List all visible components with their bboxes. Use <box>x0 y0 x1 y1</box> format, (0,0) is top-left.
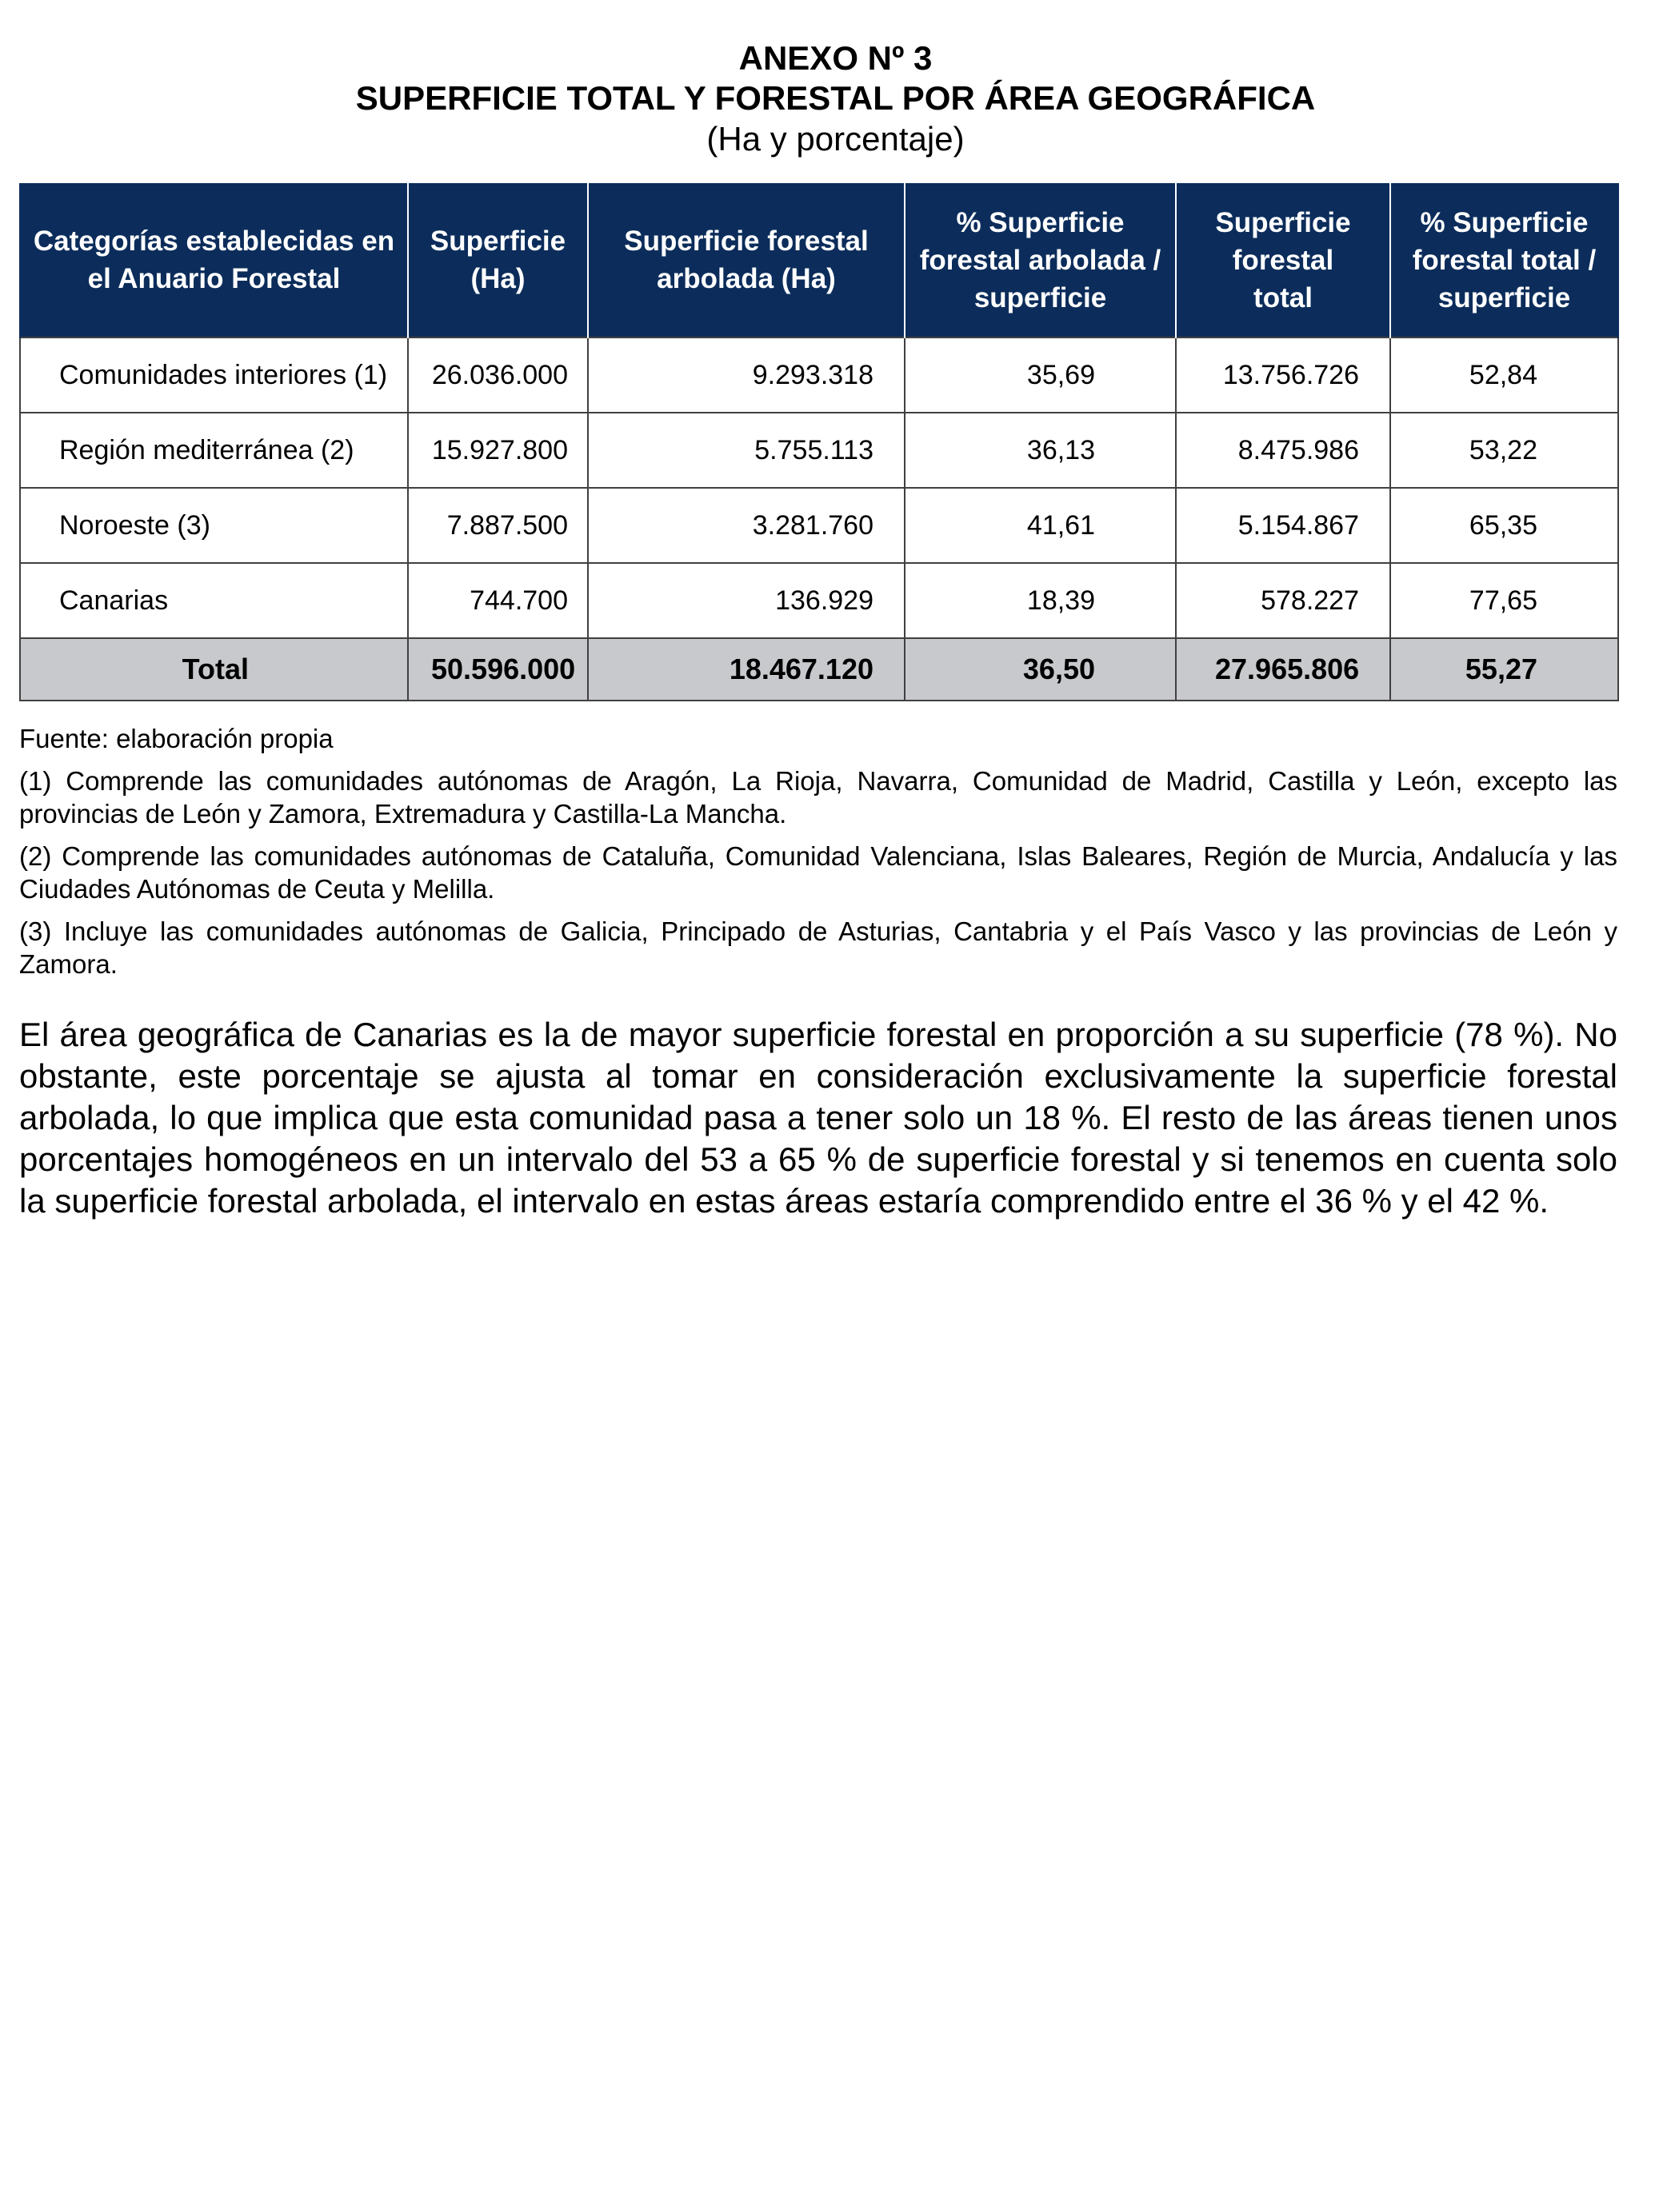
footnote-3: (3) Incluye las comunidades autónomas de Galicia, Principado de Asturias, Cantabria y el País Vasco y las provincias de León y Zamora. <box>19 916 1617 979</box>
row-surface: 15.927.800 <box>408 413 588 488</box>
row-pct-total: 53,22 <box>1390 413 1618 488</box>
annex-subtitle: (Ha y porcentaje) <box>706 120 965 158</box>
row-wooded-surface: 3.281.760 <box>588 488 905 563</box>
header-pct-wooded-forest: % Superficie forestal arbolada / superficie <box>905 183 1176 337</box>
table-row <box>20 413 1618 488</box>
row-category: Comunidades interiores (1) <box>20 337 408 413</box>
row-total-forest: 5.154.867 <box>1176 488 1390 563</box>
row-surface: 744.700 <box>408 563 588 638</box>
row-pct-total: 52,84 <box>1390 337 1618 413</box>
row-wooded-surface: 9.293.318 <box>588 337 905 413</box>
header-pct-total-forest: % Superficie forestal total / superficie <box>1390 183 1618 337</box>
total-label: Total <box>20 638 408 701</box>
table-row <box>20 337 1618 413</box>
total-wooded-surface: 18.467.120 <box>588 638 905 701</box>
row-pct-total: 77,65 <box>1390 563 1618 638</box>
row-pct-wooded: 35,69 <box>905 337 1176 413</box>
row-pct-total: 65,35 <box>1390 488 1618 563</box>
header-total-forest-surface: Superficie forestal total <box>1176 183 1390 337</box>
row-category: Canarias <box>20 563 408 638</box>
body-paragraph: El área geográfica de Canarias es la de mayor superficie forestal en proporción a su superficie (78 %). No obstante, este porcentaje se ajusta al tomar en consideración exclusivamente la superficie forestal arbolada, lo que implica que esta comunidad pasa a tener solo un 18 %. El resto de las áreas tienen unos porcentajes homogéneos en un intervalo del 53 a 65 % de superficie forestal y si tenemos en cuenta solo la superficie forestal arbolada, el intervalo en estas áreas estaría comprendido entre el 36 % y el 42 %. <box>19 1016 1617 1220</box>
row-total-forest: 13.756.726 <box>1176 337 1390 413</box>
total-pct-wooded: 36,50 <box>905 638 1176 701</box>
header-wooded-forest-surface: Superficie forestal arbolada (Ha) <box>588 183 905 337</box>
row-pct-wooded: 41,61 <box>905 488 1176 563</box>
total-forest: 27.965.806 <box>1176 638 1390 701</box>
row-surface: 7.887.500 <box>408 488 588 563</box>
table-total-row <box>20 638 1618 701</box>
row-surface: 26.036.000 <box>408 337 588 413</box>
surface-table <box>19 183 1619 701</box>
table-row <box>20 488 1618 563</box>
table-header-row <box>20 183 1618 337</box>
annex-number: ANEXO Nº 3 <box>738 39 933 77</box>
total-pct-forest: 55,27 <box>1390 638 1618 701</box>
row-category: Región mediterránea (2) <box>20 413 408 488</box>
row-wooded-surface: 136.929 <box>588 563 905 638</box>
row-pct-wooded: 36,13 <box>905 413 1176 488</box>
table-row <box>20 563 1618 638</box>
row-wooded-surface: 5.755.113 <box>588 413 905 488</box>
row-total-forest: 8.475.986 <box>1176 413 1390 488</box>
footnote-1: (1) Comprende las comunidades autónomas de Aragón, La Rioja, Navarra, Comunidad de Madrid, Castilla y León, excepto las provincias de León y Zamora, Extremadura y Castilla-La Mancha. <box>19 766 1617 829</box>
annex-title: SUPERFICIE TOTAL Y FORESTAL POR ÁREA GEOGRÁFICA <box>355 79 1316 117</box>
header-surface: Superficie (Ha) <box>408 183 588 337</box>
source-note: Fuente: elaboración propia <box>19 724 334 753</box>
document-title-block <box>0 38 1671 160</box>
row-total-forest: 578.227 <box>1176 563 1390 638</box>
table-notes <box>19 722 1617 990</box>
header-categories: Categorías establecidas en el Anuario Forestal <box>20 183 408 337</box>
row-pct-wooded: 18,39 <box>905 563 1176 638</box>
footnote-2: (2) Comprende las comunidades autónomas de Cataluña, Comunidad Valenciana, Islas Baleares, Región de Murcia, Andalucía y las Ciudades Autónomas de Ceuta y Melilla. <box>19 841 1617 904</box>
total-surface: 50.596.000 <box>408 638 588 701</box>
row-category: Noroeste (3) <box>20 488 408 563</box>
